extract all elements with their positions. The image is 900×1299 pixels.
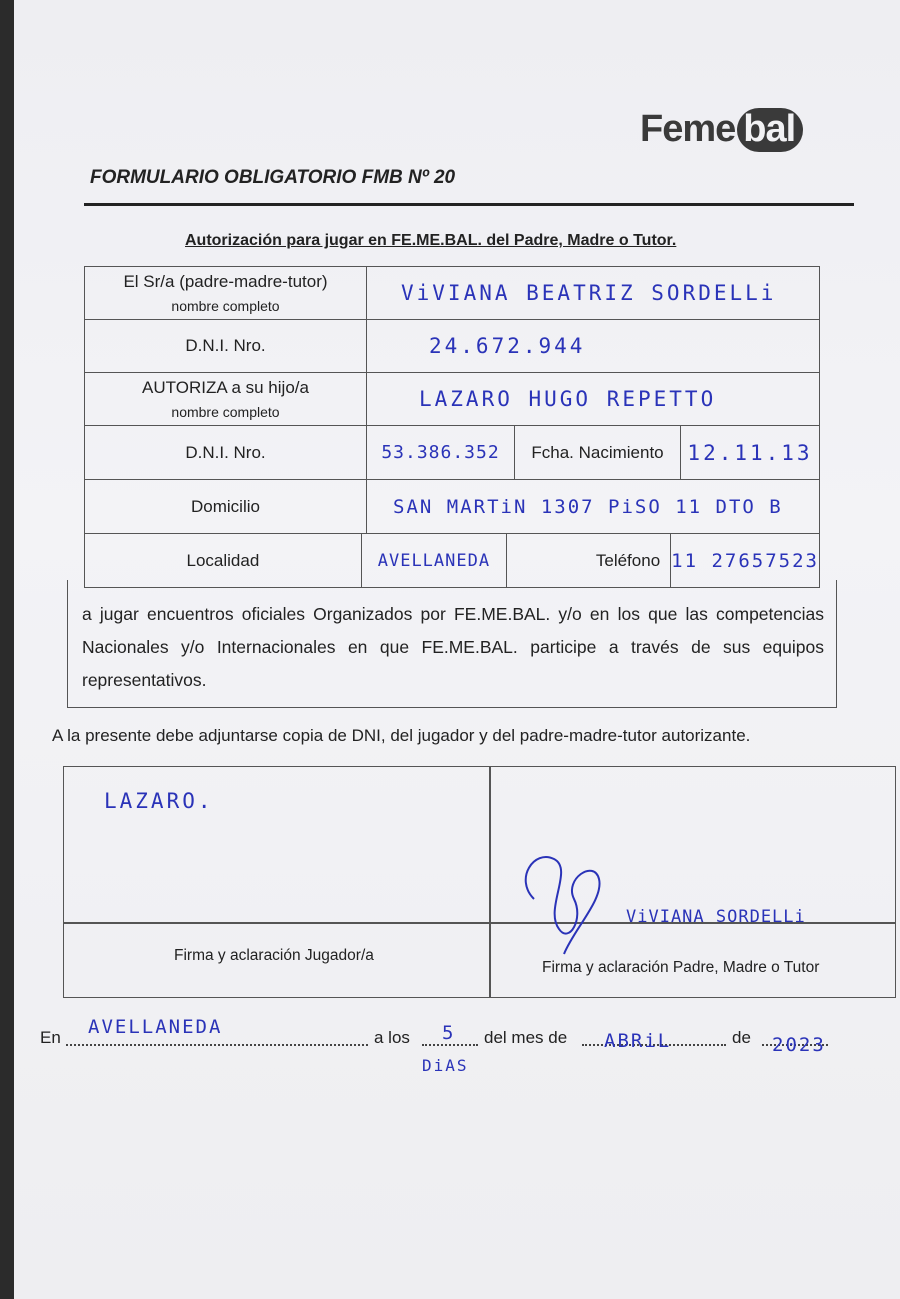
tutor-dni-label: D.N.I. Nro. [85,320,367,372]
birth-date-field[interactable]: 12.11.13 [687,440,813,465]
form-subtitle: Autorización para jugar en FE.ME.BAL. del Padre, Madre o Tutor. [185,232,677,249]
mes-label: del mes de [484,1028,568,1047]
signature-divider [489,767,491,997]
domicilio-field[interactable]: SAN MARTiN 1307 PiSO 11 DTO B [393,495,783,518]
de-label: de [732,1028,751,1047]
child-dni-row [85,426,819,480]
localidad-label: Localidad [85,534,362,587]
a-los-label: a los [374,1028,410,1047]
telefono-label: Teléfono [595,550,661,570]
tutor-row [85,267,819,320]
header-rule [84,203,854,206]
child-row [85,373,819,426]
tutor-dni-field[interactable]: 24.672.944 [429,334,586,358]
authorization-table [84,266,820,588]
child-label-cell [85,373,367,425]
tutor-dni-row [85,320,819,373]
player-signature[interactable]: LAZARO. [104,789,214,813]
child-dni-label: D.N.I. Nro. [85,426,367,479]
player-signature-caption: Firma y aclaración Jugador/a [174,947,374,964]
child-name-field[interactable]: LAZARO HUGO REPETTO [419,387,717,411]
tutor-label-cell [85,267,367,319]
tutor-name-field[interactable]: ViVIANA BEATRIZ SORDELLi [401,281,777,305]
day-field[interactable]: 5 [442,1022,456,1044]
month-field[interactable]: ABRiL [604,1030,672,1052]
city-field[interactable]: AVELLANEDA [88,1016,223,1038]
dni-copy-note: A la presente debe adjuntarse copia de DNI, del jugador y del padre-madre-tutor autorizante. [52,726,751,745]
place-en-label: En [40,1028,61,1047]
form-title: FORMULARIO OBLIGATORIO FMB Nº 20 [90,167,456,188]
tutor-signature-scribble [504,839,614,959]
dias-field: DiAS [422,1056,469,1075]
year-field[interactable]: 2023 [772,1034,826,1056]
tutor-sublabel: nombre completo [171,298,280,314]
birth-label: Fcha. Nacimiento [515,426,681,479]
domicilio-label: Domicilio [85,480,367,533]
tutor-signature-caption: Firma y aclaración Padre, Madre o Tutor [542,959,820,976]
child-dni-field[interactable]: 53.386.352 [367,426,515,479]
autoriza-label: AUTORIZA a su hijo/a [142,378,309,397]
domicilio-row [85,480,819,534]
localidad-field[interactable]: AVELLANEDA [362,534,507,587]
femebal-logo: Feme bal [640,108,803,151]
signature-box [63,766,896,998]
tutor-signature[interactable]: ViVIANA SORDELLi [626,907,806,927]
tutor-label: El Sr/a (padre-madre-tutor) [123,272,328,291]
authorization-paragraph: a jugar encuentros oficiales Organizados por FE.ME.BAL. y/o en los que las competencias Nacionales y/o Internacionales en que FE.ME.BAL. participe a través de sus equipos representativos. [67,580,837,708]
child-sublabel: nombre completo [171,404,280,420]
telefono-field[interactable]: 11 27657523 [670,534,819,587]
